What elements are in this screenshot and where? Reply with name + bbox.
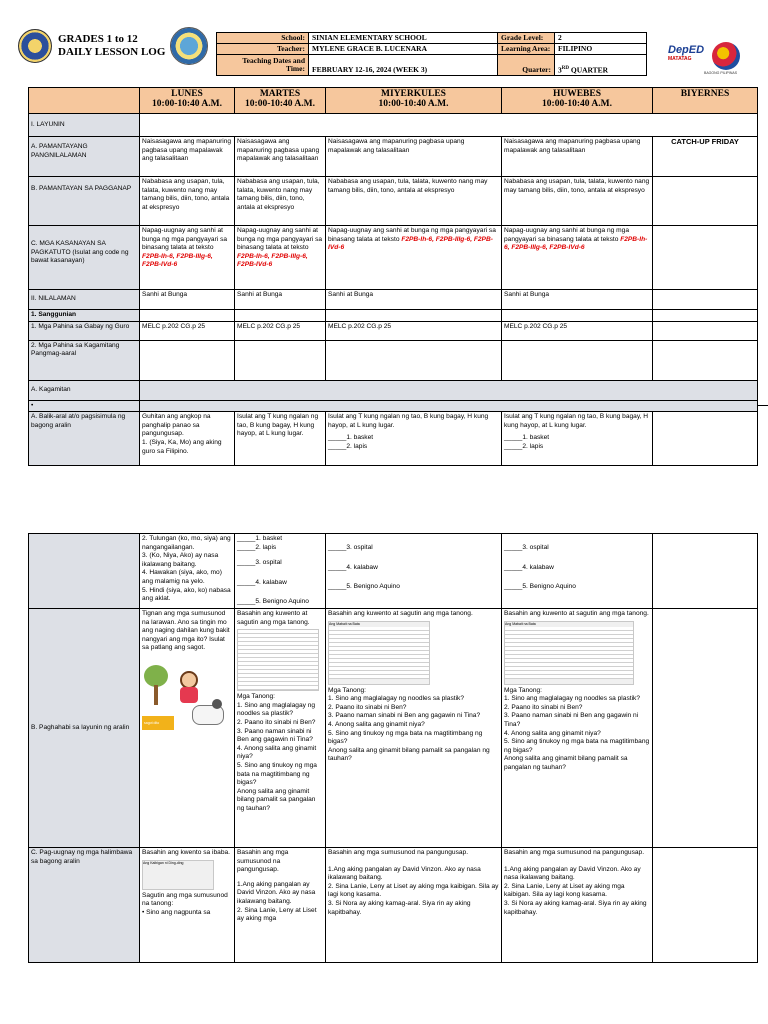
quarter-sup: RD [561, 65, 569, 71]
cell-tue-pag-uugnay [235, 847, 326, 962]
mga-tanong-label: Mga Tanong: [328, 686, 367, 694]
row-label-paghahabi: B. Paghahabi sa layunin ng aralin [29, 608, 140, 847]
matatag-text: MATATAG [668, 56, 692, 62]
tanong-6: Anong salita ang ginamit bilang pamalit sa pangalan ng tauhan? [328, 746, 490, 763]
cell-fri-balik-cont [653, 534, 758, 609]
quarter-num: 3 [558, 65, 562, 74]
kasanayan-text: Napag-uugnay ang sanhi at bunga ng mga pangyayari sa binasang talata at teksto [142, 227, 228, 252]
kasanayan-text: Napag-uugnay ang sanhi at bunga ng mga pangyayari sa binasang talata at teksto [237, 227, 323, 252]
quarter-value [555, 55, 647, 76]
tanong-3: 3. Paano naman sinabi ni Ben ang gagawin ni Tina? [328, 712, 481, 720]
cell-mon-nilalaman: Sanhi at Bunga [140, 290, 235, 310]
day-time: 10:00-10:40 A.M. [378, 99, 449, 109]
item-5: _____5. Benigno Aquino [237, 598, 309, 606]
day-header-thursday [502, 88, 653, 114]
deped-seal-logo [18, 29, 52, 63]
cell-tue-pamantayang: Naisasagawa ang mapanuring pagbasa upang mapalawak ang talasalitaan [235, 137, 326, 177]
story-lines [329, 627, 429, 679]
isulat-instruction: Isulat ang T kung ngalan ng tao, B kung bagay, H kung hayop, at L kung lugar. [328, 413, 489, 429]
cell-mon-kasanayan [140, 226, 235, 290]
cell-mon-balik-cont [140, 534, 235, 609]
tanong-4: 4. Anong salita ang ginamit niya? [328, 720, 425, 728]
day-name: MARTES [259, 89, 301, 99]
balik-item-2: 2. Tulungan (ko, mo, siya) ang nangangailangan. [142, 535, 231, 551]
tanong-2: 2. Paano ito sinabi ni Ben? [328, 703, 407, 711]
school-logo [170, 27, 208, 65]
item-3: _____3. ospital [237, 559, 282, 567]
tanong-5: 5. Sino ang tinukoy ng mga bata na magtitimbang ng bigas? [237, 761, 317, 787]
row-label-nilalaman: II. NILALAMAN [29, 290, 140, 310]
cell-tue-balik-cont [235, 534, 326, 609]
row-label-kagamitang: 2. Mga Pahina sa Kagamitang Pangmag-aaral [29, 340, 140, 380]
item-2: _____2. lapis [237, 543, 277, 551]
cell-mon-pagganap: Nababasa ang usapan, tula, talata, kuwento nang may tamang bilis, diin, tono, antala at ekspresyo [140, 177, 235, 226]
row-label-mga-kasanayan: C. MGA KASANAYAN SA PAGKATUTO (Isulat ang code ng bawat kasanayan) [29, 226, 140, 290]
day-time: 10:00-10:40 A.M. [152, 99, 222, 109]
sanggunian-mon [140, 310, 235, 322]
grade-label: Grade Level: [498, 33, 555, 44]
pag-questions: Sagutin ang mga sumusunod na tanong: [142, 891, 228, 908]
cell-tue-gabay: MELC p.202 CG.p 25 [235, 321, 326, 340]
paghahabi-instruction: Tignan ang mga sumusunod na larawan. Ano sa tingin mo ang naging dahilan kung bakit nangyari ang mga ito? Isulat sa patlang ang sagot. [142, 609, 230, 652]
cell-mon-balik-aral [140, 412, 235, 466]
quarter-word: QUARTER [568, 65, 609, 74]
tree-trunk [154, 685, 158, 705]
dog-ear [212, 699, 222, 709]
title-line-1: GRADES 1 to 12 [58, 33, 138, 45]
pag-question-1: • Sino ang nagpunta sa [142, 908, 211, 916]
cell-thu-paghahabi [502, 608, 653, 847]
kasanayan-code: F2PB-Ih-6, F2PB-IIIg-6, F2PB-IVd-6 [328, 235, 493, 252]
day-header-friday [653, 88, 758, 114]
kagamitang-tue [235, 340, 326, 380]
grade-value: 2 [555, 33, 647, 44]
basahin-instruction: Basahin ang kuwento at sagutin ang mga tanong. [328, 609, 473, 617]
tanong-3: 3. Paano naman sinabi ni Ben ang gagawin ni Tina? [504, 712, 639, 728]
row-label-pamantayan-sa-pagganap: B. PAMANTAYAN SA PAGGANAP [29, 177, 140, 226]
teacher-label: Teacher: [217, 44, 309, 55]
row-bullet: • [29, 400, 140, 412]
cell-mon-gabay: MELC p.202 CG.p 25 [140, 321, 235, 340]
corner-cell [29, 88, 140, 114]
item-3: _____3. ospital [504, 544, 549, 551]
item-1: _____1. basket [237, 535, 283, 542]
story-thumbnail [328, 621, 430, 685]
pag-instruction: Basahin ang kwento sa ibaba. [142, 848, 230, 856]
sanggunian-thu [502, 310, 653, 322]
teacher-value: MYLENE GRACE B. LUCENARA [309, 44, 498, 55]
basahin-instruction: Basahin ang kuwento at sagutin ang mga tanong. [504, 609, 649, 617]
pangungusap-2: 2. Sina Lanie, Leny at Liset ay aking mga [237, 906, 317, 923]
kasanayan-code: F2PB-Ih-6, F2PB-IIIg-6, F2PB-IVd-6 [142, 252, 213, 269]
balik-item-3: 3. (Ko, Niya, Ako) ay nasa ikalawang baitang. [142, 552, 219, 568]
cell-fri-gabay [653, 321, 758, 340]
item-4: _____4. kalabaw [237, 578, 287, 586]
isulat-instruction: Isulat ang T kung ngalan ng tao, B kung bagay, H kung hayop, at L kung lugar. [504, 413, 649, 429]
day-header-wednesday [326, 88, 502, 114]
tanong-1: 1. Sino ang maglalagay ng noodles sa plastik? [504, 695, 640, 703]
cell-fri-pagganap [653, 177, 758, 226]
cell-thu-balik-cont [502, 534, 653, 609]
day-time: 10:00-10:40 A.M. [245, 99, 315, 109]
cell-wed-paghahabi [326, 608, 502, 847]
layunin-cell [140, 114, 758, 137]
row-label-continued [29, 534, 140, 609]
day-header-monday [140, 88, 235, 114]
header-info-table [216, 32, 647, 76]
school-value: SINIAN ELEMENTARY SCHOOL [309, 33, 498, 44]
catch-up-friday: CATCH-UP FRIDAY [653, 137, 758, 177]
dates-label-2: Time: [285, 64, 305, 73]
basahin-sumusunod: Basahin ang mga sumusunod na pangungusap. [504, 848, 645, 856]
dates-label [217, 55, 309, 76]
row-label-layunin: I. LAYUNIN [29, 114, 140, 137]
school-label: School: [217, 33, 309, 44]
cell-fri-kasanayan [653, 226, 758, 290]
kasanayan-code: F2PB-Ih-6, F2PB-IIIg-6, F2PB-IVd-6 [504, 235, 648, 252]
balik-aral-instruction: Guhitan ang angkop na panghalip panao sa pangungusap. [142, 413, 211, 438]
header-title [58, 33, 165, 59]
item-1: _____1. basket [504, 434, 550, 442]
tanong-6: Anong salita ang ginamit bilang pamalit sa pangalan ng tauhan? [504, 755, 628, 771]
tanong-2: 2. Paano ito sinabi ni Ben? [237, 718, 316, 726]
story-thumbnail [237, 629, 319, 691]
kagamitang-mon [140, 340, 235, 380]
tanong-5: 5. Sino ang tinukoy ng mga bata na magtitimbang ng bigas? [328, 729, 483, 746]
kagamitang-thu [502, 340, 653, 380]
pangungusap-1: 1.Ang aking pangalan ay David Vinzon. Ako ay nasa ikalawang baitang. [504, 865, 641, 882]
sanggunian-tue [235, 310, 326, 322]
story-title: Ang Mabait na Bata [505, 621, 536, 626]
row-label-sanggunian: 1. Sanggunian [29, 310, 140, 322]
story-thumbnail [142, 860, 214, 890]
area-value: FILIPINO [555, 44, 647, 55]
kasanayan-text: Napag-uugnay ang sanhi at bunga ng mga pangyayari sa binasang talata at teksto [504, 227, 630, 243]
cell-mon-pamantayang: Naisasagawa ang mapanuring pagbasa upang mapalawak ang talasalitaan [140, 137, 235, 177]
sanggunian-wed [326, 310, 502, 322]
item-1: _____1. basket [328, 434, 374, 442]
girl-dress [180, 687, 198, 703]
story-lines [238, 630, 318, 690]
cell-fri-paghahabi [653, 608, 758, 847]
day-name: LUNES [171, 89, 203, 99]
lesson-table-page2 [28, 533, 758, 963]
item-3: _____3. ospital [328, 544, 373, 551]
deped-text: DepED [668, 44, 705, 56]
tanong-4: 4. Anong salita ang ginamit niya? [504, 729, 601, 737]
basahin-sumusunod: Basahin ang mga sumusunod na pangungusap. [237, 848, 289, 874]
cell-thu-pamantayang: Naisasagawa ang mapanuring pagbasa upang mapalawak ang talasalitaan [502, 137, 653, 177]
cell-wed-nilalaman: Sanhi at Bunga [326, 290, 502, 310]
story-title: Ang Mabait na Bata [329, 621, 360, 626]
kasanayan-code: F2PB-Ih-6, F2PB-IIIg-6, F2PB-IVd-6 [237, 252, 308, 269]
item-2: _____2. lapis [504, 442, 544, 450]
cell-fri-pag-uugnay [653, 847, 758, 962]
pangungusap-1: 1.Ang aking pangalan ay David Vinzon. Ako ay nasa ikalawang baitang. [237, 880, 316, 905]
tanong-6: Anong salita ang ginamit bilang pamalit sa pangalan ng tauhan? [237, 787, 316, 812]
answer-box-text: sagot dito [144, 720, 160, 725]
bullet-cell [140, 400, 758, 412]
kagamitang-fri [653, 340, 758, 380]
cell-thu-pagganap: Nababasa ang usapan, tula, talata, kuwento nang may tamang bilis, diin, tono, antala at ekspresyo [502, 177, 653, 226]
cell-wed-pamantayang: Naisasagawa ang mapanuring pagbasa upang mapalawak ang talasalitaan [326, 137, 502, 177]
story-thumbnail [504, 621, 634, 685]
kagamitan-cell [140, 380, 758, 400]
tanong-4: 4. Anong salita ang ginamit niya? [237, 744, 317, 761]
cell-wed-kasanayan [326, 226, 502, 290]
kasanayan-text: Napag-uugnay ang sanhi at bunga ng mga pangyayari sa binasang talata at teksto [328, 227, 496, 243]
row-label-pag-uugnay: C. Pag-uugnay ng mga halimbawa sa bagong aralin [29, 847, 140, 962]
balik-aral-item-1: 1. (Siya, Ka, Mo) ang aking guro sa Filipino. [142, 438, 222, 455]
day-name: BIYERNES [680, 89, 730, 99]
cell-tue-paghahabi [235, 608, 326, 847]
cell-tue-nilalaman: Sanhi at Bunga [235, 290, 326, 310]
item-2: _____2. lapis [328, 442, 368, 450]
tanong-1: 1. Sino ang maglalagay ng noodles sa plastik? [328, 695, 464, 703]
item-5: _____5. Benigno Aquino [328, 583, 400, 591]
stray-line [757, 405, 768, 406]
cell-thu-pag-uugnay [502, 847, 653, 962]
mga-tanong-label: Mga Tanong: [237, 693, 276, 701]
row-label-balik-aral: A. Balik-aral at/o pagsisimula ng bagong aralin [29, 412, 140, 466]
day-header-tuesday [235, 88, 326, 114]
cell-wed-gabay: MELC p.202 CG.p 25 [326, 321, 502, 340]
lesson-table-page1 [28, 87, 758, 466]
bagong-pilipinas-logo [712, 42, 740, 70]
item-5: _____5. Benigno Aquino [504, 583, 576, 591]
tanong-3: 3. Paano naman sinabi ni Ben ang gagawin ni Tina? [237, 727, 313, 744]
cell-wed-balik-aral [326, 412, 502, 466]
pangungusap-2: 2. Sina Lanie, Leny at Liset ay aking mga kaibigan. Sila ay lagi kong kasama. [504, 882, 625, 899]
row-label-pamantayang-pangnilalaman: A. PAMANTAYANG PANGNILALAMAN [29, 137, 140, 177]
cell-tue-pagganap: Nababasa ang usapan, tula, talata, kuwento nang may tamang bilis, diin, tono, antala at ekspresyo [235, 177, 326, 226]
bagong-pilipinas-text: BAGONG PILIPINAS [704, 71, 738, 75]
children-dog-illustration [142, 661, 232, 741]
quarter-label: Quarter: [498, 55, 555, 76]
kagamitang-wed [326, 340, 502, 380]
cell-wed-balik-cont [326, 534, 502, 609]
row-label-gabay: 1. Mga Pahina sa Gabay ng Guro [29, 321, 140, 340]
tanong-5: 5. Sino ang tinukoy ng mga bata na magtitimbang ng bigas? [504, 738, 650, 754]
cell-thu-gabay: MELC p.202 CG.p 25 [502, 321, 653, 340]
cell-mon-paghahabi [140, 608, 235, 847]
row-label-kagamitan: A. Kagamitan [29, 380, 140, 400]
item-4: _____4. kalabaw [504, 563, 554, 571]
day-name: MIYERKULES [381, 89, 446, 99]
sanggunian-fri [653, 310, 758, 322]
pangungusap-1: 1.Ang aking pangalan ay David Vinzon. Ako ay nasa ikalawang baitang. [328, 865, 481, 882]
cell-mon-pag-uugnay [140, 847, 235, 962]
dates-label-1: Teaching Dates and [242, 56, 305, 65]
day-time: 10:00-10:40 A.M. [542, 99, 612, 109]
balik-item-5: 5. Hindi (siya, ako, ko) nabasa ang aklat. [142, 586, 231, 603]
title-line-2: DAILY LESSON LOG [58, 46, 166, 58]
cell-thu-balik-aral [502, 412, 653, 466]
tree-icon [144, 665, 168, 687]
area-label: Learning Area: [498, 44, 555, 55]
cell-thu-kasanayan [502, 226, 653, 290]
cell-tue-balik-aral: Isulat ang T kung ngalan ng tao, B kung bagay, H kung hayop, at L kung lugar. [235, 412, 326, 466]
tanong-1: 1. Sino ang maglalagay ng noodles sa plastik? [237, 701, 316, 718]
cell-wed-pag-uugnay [326, 847, 502, 962]
story-lines [505, 627, 633, 679]
balik-item-4: 4. Hawakan (siya, ako, mo) ang malamig na yelo. [142, 569, 222, 585]
dates-value: FEBRUARY 12-16, 2024 (WEEK 3) [309, 55, 498, 76]
tanong-2: 2. Paano ito sinabi ni Ben? [504, 703, 583, 711]
cell-fri-balik-aral [653, 412, 758, 466]
item-4: _____4. kalabaw [328, 563, 378, 571]
pangungusap-2: 2. Sina Lanie, Leny at Liset ay aking mga kaibigan. Sila ay lagi kong kasama. [328, 882, 499, 899]
basahin-sumusunod: Basahin ang mga sumusunod na pangungusap. [328, 848, 469, 856]
cell-wed-pagganap: Nababasa ang usapan, tula, talata, kuwento nang may tamang bilis, diin, tono, antala at ekspresyo [326, 177, 502, 226]
story-caption: Ang Kaibigan ni Ding-ding [143, 860, 184, 865]
cell-tue-kasanayan [235, 226, 326, 290]
pangungusap-3: 3. Si Nora ay aking kamag-aral. Siya rin ay aking kapitbahay. [504, 899, 647, 916]
basahin-instruction: Basahin ang kuwento at sagutin ang mga tanong. [237, 609, 310, 626]
pangungusap-3: 3. Si Nora ay aking kamag-aral. Siya rin ay aking kapitbahay. [328, 899, 471, 916]
day-name: HUWEBES [552, 89, 602, 99]
mga-tanong-label: Mga Tanong: [504, 686, 543, 694]
deped-matatag-logo [668, 44, 708, 62]
cell-thu-nilalaman: Sanhi at Bunga [502, 290, 653, 310]
cell-fri-nilalaman [653, 290, 758, 310]
